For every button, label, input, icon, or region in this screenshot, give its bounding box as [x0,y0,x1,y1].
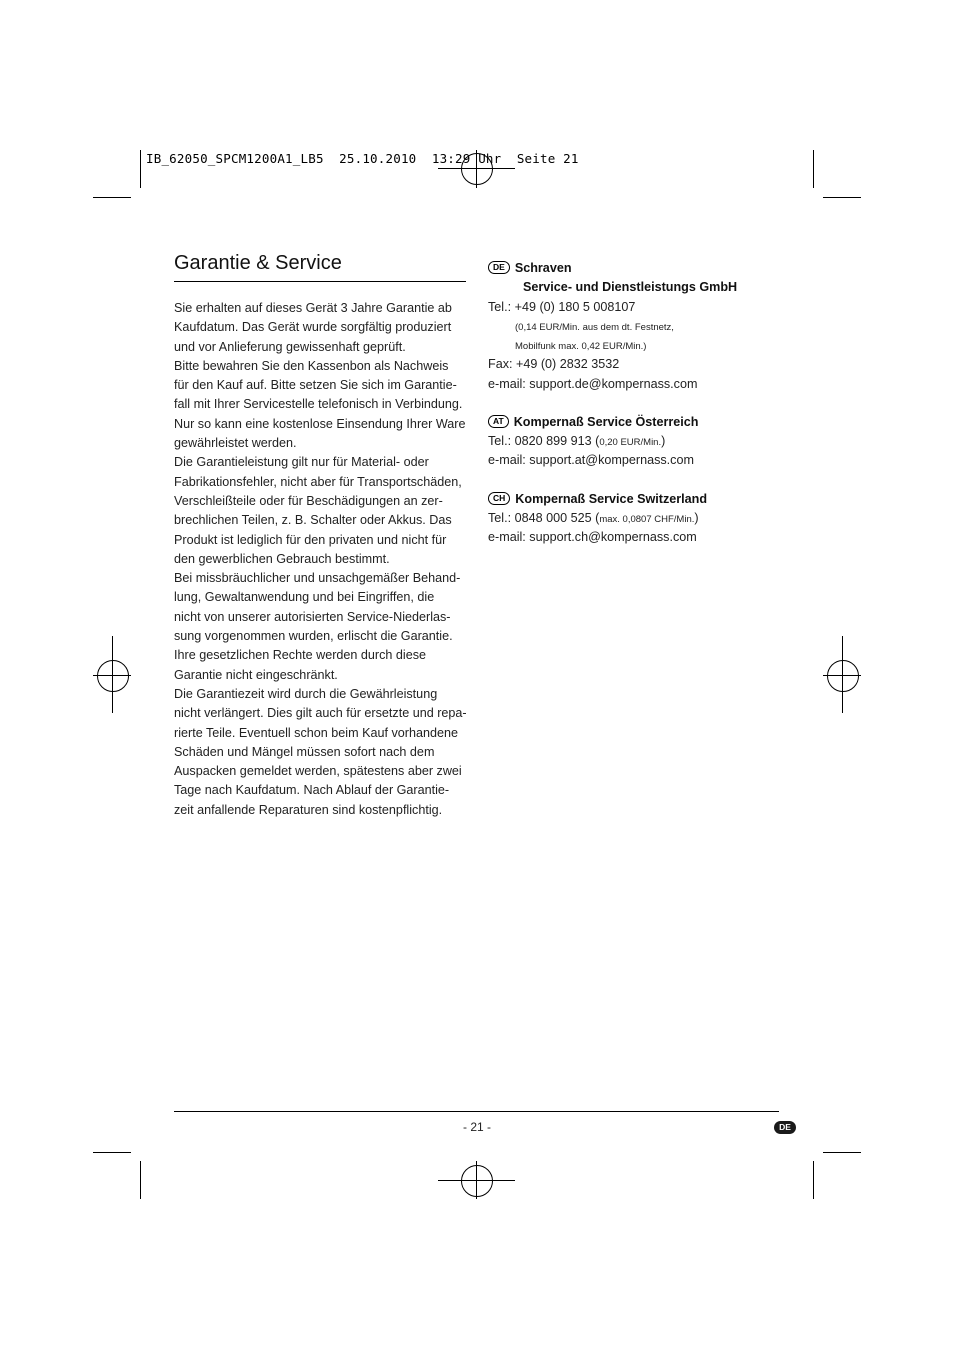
body-line: rierte Teile. Eventuell schon beim Kauf vorhandene [174,725,458,740]
contact-at-tel: Tel.: 0820 899 913 ( [488,434,600,448]
warranty-text [174,299,470,820]
body-line: Ihre gesetzlichen Rechte werden durch diese [174,648,427,663]
contact-de-name-line1: Schraven [514,261,572,275]
body-line: Tage nach Kaufdatum. Nach Ablauf der Garantie- [174,783,450,798]
contact-de-tel-note2: Mobilfunk max. 0,42 EUR/Min.) [515,341,647,352]
country-badge-at: AT [488,415,509,428]
body-line: Garantie nicht eingeschränkt. [174,667,338,682]
body-line: nicht verlängert. Dies gilt auch für ersetzte und repa- [174,706,467,721]
body-line: gewährleistet werden. [174,436,297,451]
crop-mark-bottom-left-v [140,1161,141,1199]
crop-mark-top-left-v [140,150,141,188]
contact-ch-tel-close: ) [694,511,699,525]
crop-mark-bottom-right-h [823,1152,861,1153]
body-line: den gewerblichen Gebrauch bestimmt. [174,551,390,566]
body-line: Die Garantiezeit wird durch die Gewährleistung [174,686,438,701]
crop-mark-top-right-v [813,150,814,188]
language-badge: DE [774,1121,796,1134]
reg-mark-bottom-circle [461,1165,493,1197]
reg-mark-left-circle [97,660,129,692]
body-line: Verschleißteile oder für Beschädigungen an zer- [174,493,443,508]
contact-de-email[interactable]: e-mail: support.de@kompernass.com [488,377,698,391]
body-line: nicht von unserer autorisierten Service-Niederlas- [174,609,451,624]
body-line: Sie erhalten auf dieses Gerät 3 Jahre Garantie ab [174,301,452,315]
body-line: Kaufdatum. Das Gerät wurde sorgfältig produziert [174,320,452,335]
contact-de-fax: Fax: +49 (0) 2832 3532 [488,357,620,371]
body-line: für den Kauf auf. Bitte setzen Sie sich im Garantie- [174,378,457,393]
contact-de-tel-note1: (0,14 EUR/Min. aus dem dt. Festnetz, [515,322,674,333]
reg-mark-right-circle [827,660,859,692]
title-underline [174,281,466,282]
body-line: Bitte bewahren Sie den Kassenbon als Nachweis [174,358,449,373]
body-line: Produkt ist lediglich für den privaten und nicht für [174,532,447,547]
contact-ch-tel: Tel.: 0848 000 525 ( [488,511,600,525]
print-slug: IB_62050_SPCM1200A1_LB5 25.10.2010 13:29 Uhr Seite 21 [146,151,579,166]
contact-at-tel-close: ) [661,434,666,448]
contact-at-email[interactable]: e-mail: support.at@kompernass.com [488,453,694,467]
page-title: Garantie & Service [174,252,342,274]
body-line: zeit anfallende Reparaturen sind kostenpflichtig. [174,802,443,817]
body-line: lung, Gewaltanwendung und bei Eingriffen, die [174,590,435,605]
contact-de-tel: Tel.: +49 (0) 180 5 008107 [488,300,636,314]
body-line: Nur so kann eine kostenlose Einsendung Ihrer Ware [174,416,466,431]
body-line: Schäden und Mängel müssen sofort nach dem [174,744,435,759]
body-line: Bei missbräuchlicher und unsachgemäßer Behand- [174,571,461,586]
body-line: Die Garantieleistung gilt nur für Material- oder [174,455,429,470]
crop-mark-top-left-h [93,197,131,198]
crop-mark-bottom-left-h [93,1152,131,1153]
body-line: sung vorgenommen wurden, erlischt die Garantie. [174,629,453,644]
crop-mark-bottom-right-v [813,1161,814,1199]
body-line: fall mit Ihrer Servicestelle telefonisch in Verbindung. [174,397,463,412]
crop-mark-top-right-h [823,197,861,198]
body-line: Fabrikationsfehler, nicht aber für Transportschäden, [174,474,462,489]
contact-ch-name: Kompernaß Service Switzerland [515,492,708,506]
contact-de-name-line2: Service- und Dienstleistungs GmbH [523,280,738,294]
body-line: brechlichen Teilen, z. B. Schalter oder Akkus. Das [174,513,452,528]
body-line: und vor Anlieferung gewissenhaft geprüft. [174,339,406,354]
country-badge-de: DE [488,261,510,274]
body-line: Auspacken gemeldet werden, spätestens aber zwei [174,764,462,779]
contact-at-name: Kompernaß Service Österreich [513,415,699,429]
contact-at-tel-note: 0,20 EUR/Min. [599,437,662,448]
contact-ch-email[interactable]: e-mail: support.ch@kompernass.com [488,530,697,544]
footer-rule [174,1111,779,1112]
country-badge-ch: CH [488,492,510,505]
contact-ch-tel-note: max. 0,0807 CHF/Min. [599,514,695,525]
page-number: - 21 - [462,1120,491,1134]
